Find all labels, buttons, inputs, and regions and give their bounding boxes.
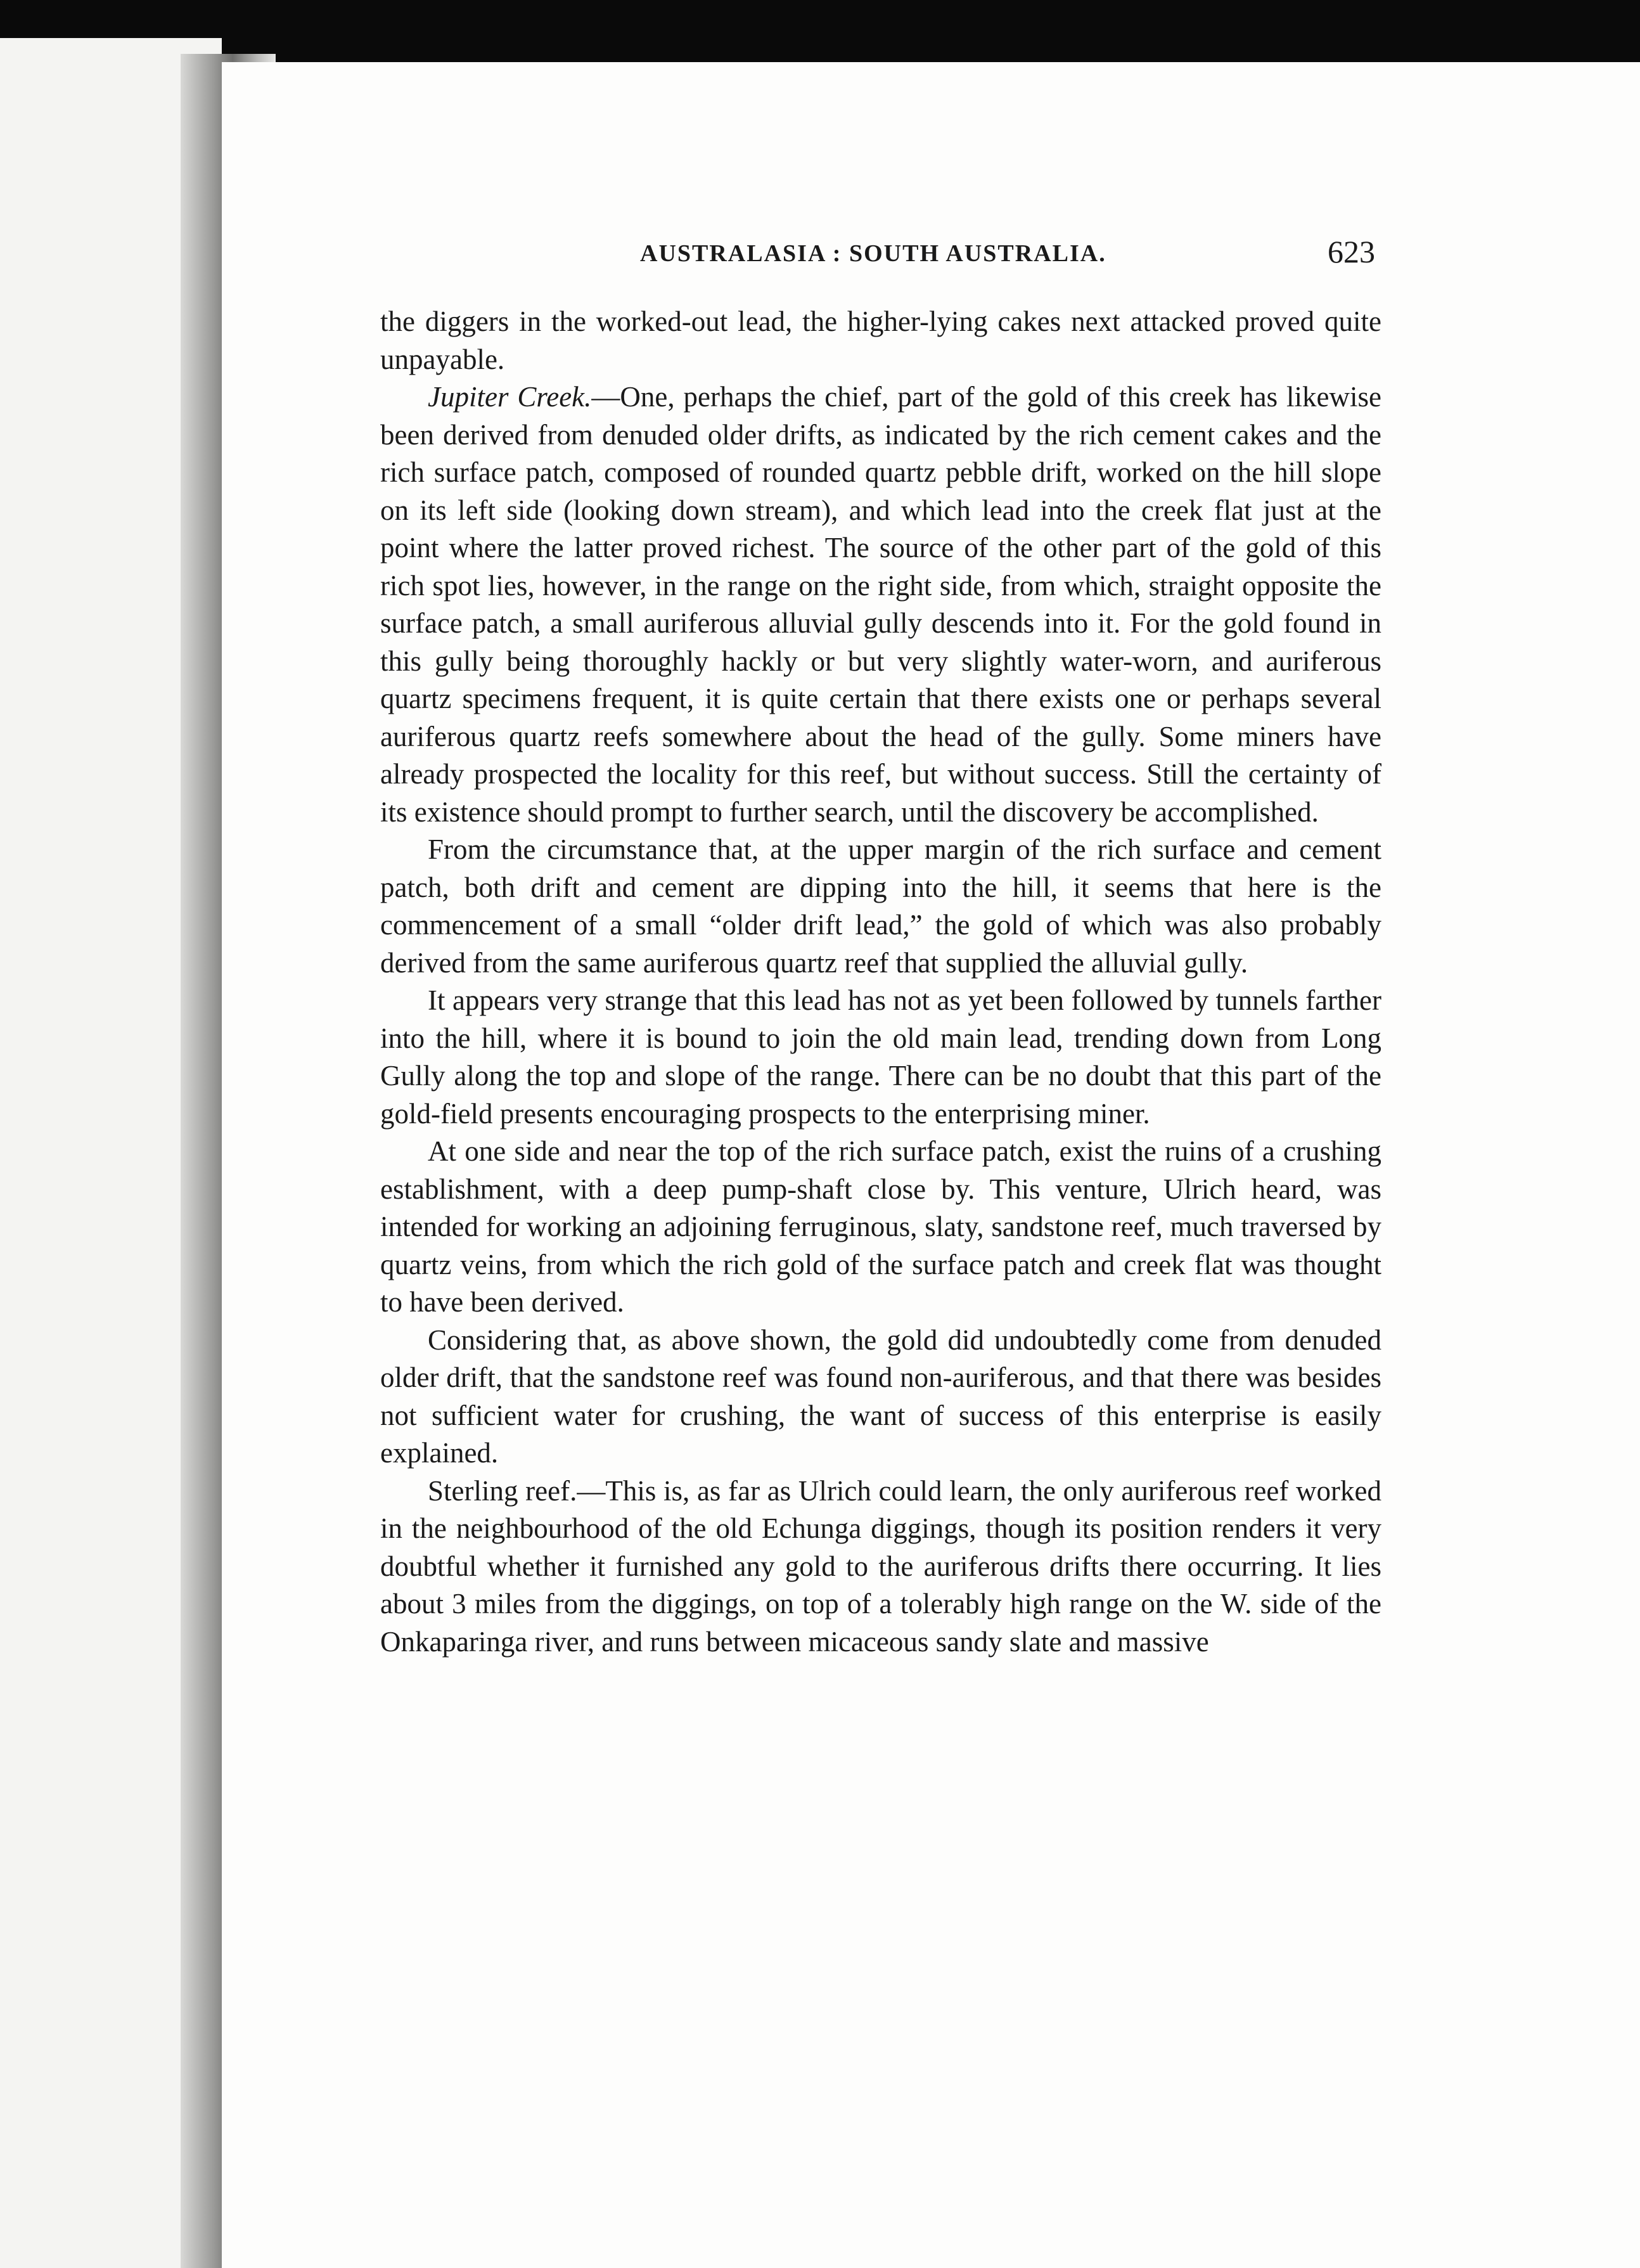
page-number: 623: [1328, 234, 1375, 269]
paragraph: From the circumstance that, at the upper margin of the rich surface and cement patch, both drift and cement are dipping into the hill, it seems that here is the commencement of a small “older drift lead,” the gold of which was also probably derived from the same auriferous quartz reef that supplied the alluvial gully.: [380, 834, 1381, 979]
paragraph: Sterling reef.—This is, as far as Ulrich could learn, the only auriferous reef worked in the neighbourhood of the old Echunga diggings, though its position renders it very doubtful whether it furnished any gold to the auriferous drifts there occurring. It lies about 3 miles from the diggings, on top of a tolerably high range on the W. side of the Onkaparinga river, and runs between micaceous sandy slate and massive: [380, 1474, 1381, 1658]
paragraph-body: —One, perhaps the chief, part of the gold of this creek has likewise been derived from denuded older drifts, as indicated by the rich cement cakes and the rich surface patch, composed of rounded quartz pebble drift, worked on the hill slope on its left side (looking down stream), and which lead into the creek flat just at the point where the latter proved richest. The source of the other part of the gold of this rich spot lies, however, in the range on the right side, from which, straight opposite the surface patch, a small auriferous alluvial gully descends into it. For the gold found in this gully being thoroughly hackly or but very slightly water-worn, and auriferous quartz specimens frequent, it is quite certain that there exists one or perhaps several auriferous quartz reefs somewhere about the head of the gully. Some miners have already prospected the locality for this reef, but without success. Still the certainty of its existence should prompt to further search, until the discovery be accomplished.: [380, 381, 1381, 828]
paragraph: Considering that, as above shown, the gold did undoubtedly come from denuded older drift, that the sandstone reef was found non-auriferous, and that there was besides not sufficient water for crushing, the want of success of this enterprise is easily explained.: [380, 1324, 1381, 1469]
paragraph: the diggers in the worked-out lead, the higher-lying cakes next attacked proved quite unpayable.: [380, 306, 1381, 375]
page-header: [640, 233, 1375, 278]
paragraph: [380, 378, 1381, 831]
paragraph-lead: Jupiter Creek.: [428, 381, 592, 413]
paragraph: At one side and near the top of the rich surface patch, exist the ruins of a crushing establishment, with a deep pump-shaft close by. This venture, Ulrich heard, was intended for working an adjoining ferruginous, slaty, sandstone reef, much traversed by quartz veins, from which the rich gold of the surface patch and creek flat was thought to have been derived.: [380, 1135, 1381, 1318]
running-head: AUSTRALASIA : SOUTH AUSTRALIA.: [640, 240, 1106, 267]
body-text: [380, 303, 1381, 1661]
paragraph: It appears very strange that this lead has not as yet been followed by tunnels farther into the hill, where it is bound to join the old main lead, trending down from Long Gully along the top and slope of the range. There can be no doubt that this part of the gold-field presents encouraging prospects to the enterprising miner.: [380, 984, 1381, 1130]
